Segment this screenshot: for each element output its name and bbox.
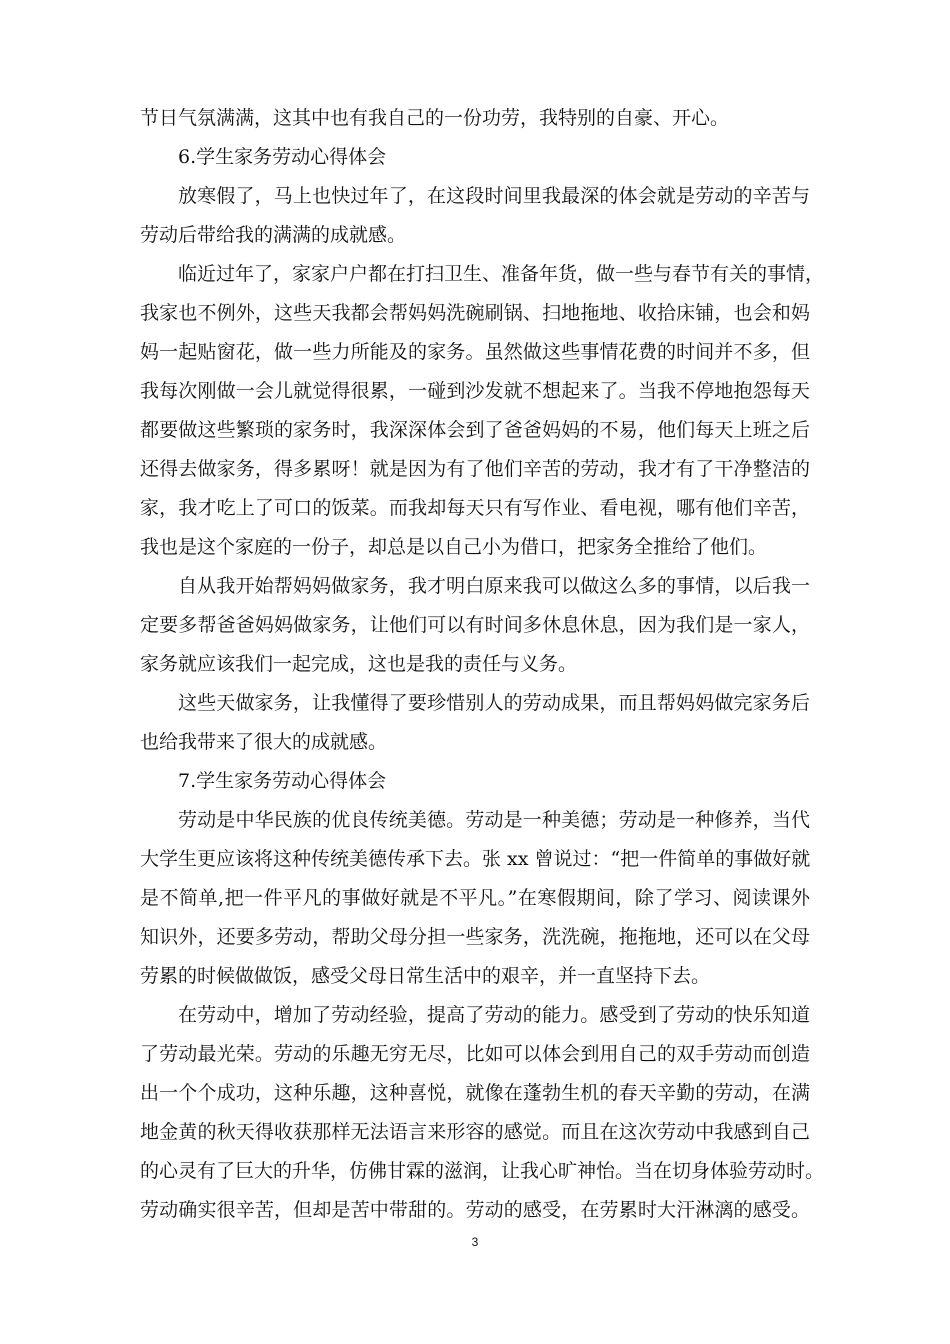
- paragraph-line: 出一个个成功，这种乐趣，这种喜悦，就像在蓬勃生机的春天辛勤的劳动，在满: [140, 1082, 810, 1104]
- paragraph-line: 我也是这个家庭的一份子，却总是以自己小为借口，把家务全推给了他们。: [140, 536, 768, 558]
- paragraph-line: 在劳动中，增加了劳动经验，提高了劳动的能力。感受到了劳动的快乐知道: [178, 1004, 810, 1026]
- paragraph-line: 都要做这些繁琐的家务时，我深深体会到了爸爸妈妈的不易，他们每天上班之后: [140, 419, 810, 441]
- paragraph-line: 劳动是中华民族的优良传统美德。劳动是一种美德；劳动是一种修养，当代: [178, 809, 810, 831]
- paragraph-line: 我家也不例外，这些天我都会帮妈妈洗碗刷锅、扫地拖地、收拾床铺，也会和妈: [140, 302, 810, 324]
- paragraph-line: 了劳动最光荣。劳动的乐趣无穷无尽，比如可以体会到用自己的双手劳动而创造: [140, 1043, 810, 1065]
- paragraph-line: 大学生更应该将这种传统美德传承下去。张 xx 曾说过：“把一件简单的事做好就: [140, 848, 811, 870]
- paragraph-line: 这些天做家务，让我懂得了要珍惜别人的劳动成果，而且帮妈妈做完家务后: [178, 692, 810, 714]
- paragraph-line: 放寒假了，马上也快过年了，在这段时间里我最深的体会就是劳动的辛苦与: [178, 185, 810, 207]
- paragraph-line: 劳动确实很辛苦，但却是苦中带甜的。劳动的感受，在劳累时大汗淋漓的感受。: [140, 1199, 810, 1221]
- paragraph-line: 临近过年了，家家户户都在打扫卫生、准备年货，做一些与春节有关的事情，: [178, 263, 825, 285]
- paragraph-line: 自从我开始帮妈妈做家务，我才明白原来我可以做这么多的事情，以后我一: [178, 575, 810, 597]
- paragraph-line: 家务就应该我们一起完成，这也是我的责任与义务。: [140, 653, 578, 675]
- section-heading-6: 6.学生家务劳动心得体会: [178, 146, 387, 168]
- paragraph-line: 知识外，还要多劳动，帮助父母分担一些家务，洗洗碗，拖拖地，还可以在父母: [140, 926, 810, 948]
- paragraph-line: 我每次刚做一会儿就觉得很累，一碰到沙发就不想起来了。当我不停地抱怨每天: [140, 380, 810, 402]
- paragraph-line: 的心灵有了巨大的升华，仿佛甘霖的滋润，让我心旷神怡。当在切身体验劳动时。: [140, 1160, 825, 1182]
- section-heading-7: 7.学生家务劳动心得体会: [178, 770, 387, 792]
- paragraph-line: 劳动后带给我的满满的成就感。: [140, 224, 407, 246]
- paragraph-line: 定要多帮爸爸妈妈做家务，让他们可以有时间多休息休息，因为我们是一家人，: [140, 614, 810, 636]
- paragraph-line: 也给我带来了很大的成就感。: [140, 731, 388, 753]
- paragraph-line: 劳累的时候做做饭，感受父母日常生活中的艰辛，并一直坚持下去。: [140, 965, 711, 987]
- paragraph-line: 家，我才吃上了可口的饭菜。而我却每天只有写作业、看电视，哪有他们辛苦，: [140, 497, 810, 519]
- paragraph-line: 是不简单,把一件平凡的事做好就是不平凡。”在寒假期间，除了学习、阅读课外: [140, 887, 810, 909]
- paragraph-line: 妈一起贴窗花，做一些力所能及的家务。虽然做这些事情花费的时间并不多，但: [140, 341, 810, 363]
- paragraph-line: 节日气氛满满，这其中也有我自己的一份功劳，我特别的自豪、开心。: [140, 107, 730, 129]
- page-number: 3: [471, 1235, 479, 1249]
- paragraph-line: 地金黄的秋天得收获那样无法语言来形容的感觉。而且在这次劳动中我感到自己: [140, 1121, 810, 1143]
- paragraph-line: 还得去做家务，得多累呀！就是因为有了他们辛苦的劳动，我才有了干净整洁的: [140, 458, 810, 480]
